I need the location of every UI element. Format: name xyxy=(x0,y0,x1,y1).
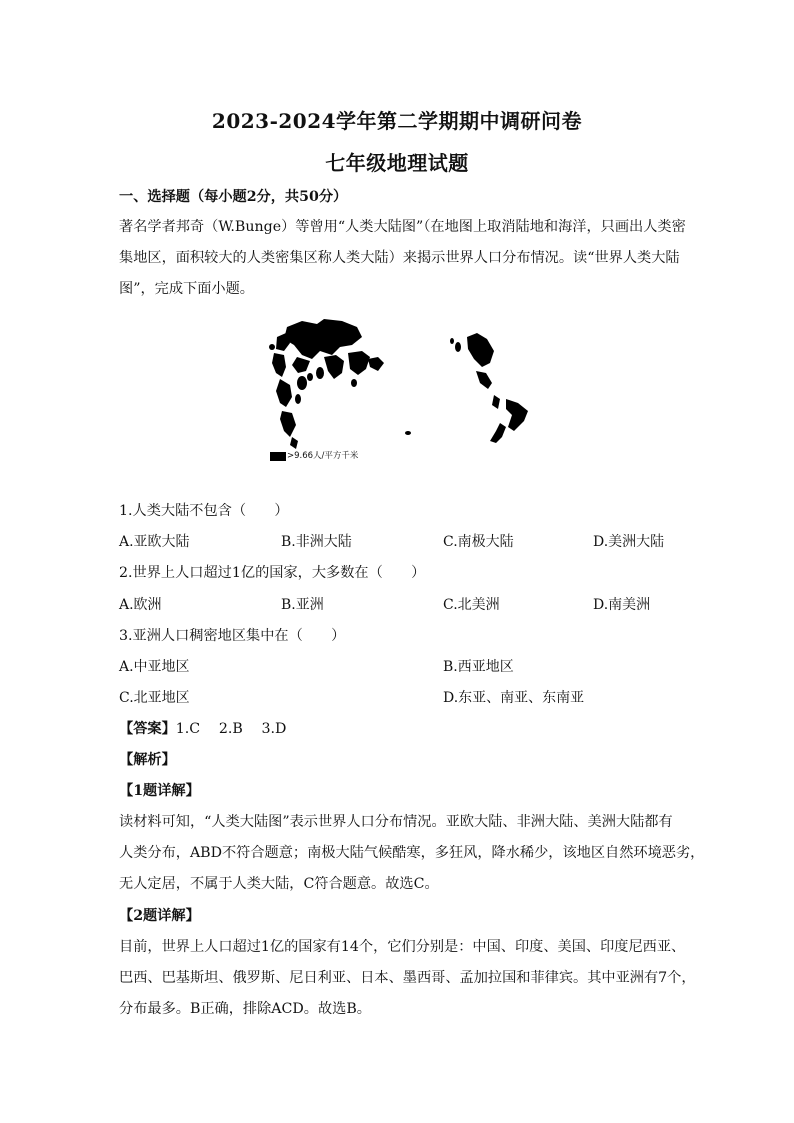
question-3-option-d[interactable]: D.东亚、南亚、东南亚 xyxy=(443,690,585,706)
question-2-option-d[interactable]: D.南美洲 xyxy=(593,597,651,613)
question-1-option-a[interactable]: A.亚欧大陆 xyxy=(119,534,190,550)
section-heading: 一、选择题（每小题2分，共50分） xyxy=(119,189,348,205)
answer-line xyxy=(119,718,286,738)
q1-analysis-line-3: 无人定居，不属于人类大陆，C符合题意。故选C。 xyxy=(119,876,439,892)
q1-analysis-line-2: 人类分布，ABD不符合题意；南极大陆气候酷寒，多狂风，降水稀少，该地区自然环境恶劣， xyxy=(119,845,705,861)
question-3-stem: 3.亚洲人口稠密地区集中在（ ） xyxy=(119,628,346,644)
question-1-option-d[interactable]: D.美洲大陆 xyxy=(593,534,665,550)
question-2-stem: 2.世界上人口超过1亿的国家，大多数在（ ） xyxy=(119,565,426,581)
q1-analysis-line-1: 读材料可知，“人类大陆图”表示世界人口分布情况。亚欧大陆、非洲大陆、美洲大陆都有 xyxy=(119,814,673,830)
question-3-option-c[interactable]: C.北亚地区 xyxy=(119,690,190,706)
human-continent-map xyxy=(262,315,544,465)
q2-analysis-line-3: 分布最多。B正确，排除ACD。故选B。 xyxy=(119,1001,371,1017)
question-2-option-b[interactable]: B.亚洲 xyxy=(281,597,324,613)
question-2-option-c[interactable]: C.北美洲 xyxy=(443,597,500,613)
q2-analysis-line-1: 目前，世界上人口超过1亿的国家有14个，它们分别是：中国、印度、美国、印度尼西亚、 xyxy=(119,939,686,955)
document-subtitle: 七年级地理试题 xyxy=(325,151,469,175)
question-1-option-b[interactable]: B.非洲大陆 xyxy=(281,534,352,550)
question-3-option-a[interactable]: A.中亚地区 xyxy=(119,659,190,675)
answer-label: 【答案】 xyxy=(119,721,176,737)
document-title: 2023-2024学年第二学期期中调研问卷 xyxy=(211,109,583,133)
intro-line-3: 图”，完成下面小题。 xyxy=(119,281,254,297)
intro-line-1: 著名学者邦奇（W.Bunge）等曾用“人类大陆图”（在地图上取消陆地和海洋，只画出人类密 xyxy=(119,219,686,235)
q2-analysis-line-2: 巴西、巴基斯坦、俄罗斯、尼日利亚、日本、墨西哥、孟加拉国和菲律宾。其中亚洲有7个， xyxy=(119,970,696,986)
question-3-option-b[interactable]: B.西亚地区 xyxy=(443,659,514,675)
intro-line-2: 集地区，面积较大的人类密集区称人类大陆）来揭示世界人口分布情况。读“世界人类大陆 xyxy=(119,250,680,266)
legend-label: >9.66人/平方千米 xyxy=(287,451,359,461)
question-1-option-c[interactable]: C.南极大陆 xyxy=(443,534,514,550)
answer-values: 1.C 2.B 3.D xyxy=(175,721,287,737)
question-2-option-a[interactable]: A.欧洲 xyxy=(119,597,162,613)
q2-analysis-heading: 【2题详解】 xyxy=(119,908,200,924)
question-1-stem: 1.人类大陆不包含（ ） xyxy=(119,503,289,519)
legend-swatch xyxy=(270,452,286,461)
q1-analysis-heading: 【1题详解】 xyxy=(119,783,200,799)
analysis-heading: 【解析】 xyxy=(119,752,176,768)
